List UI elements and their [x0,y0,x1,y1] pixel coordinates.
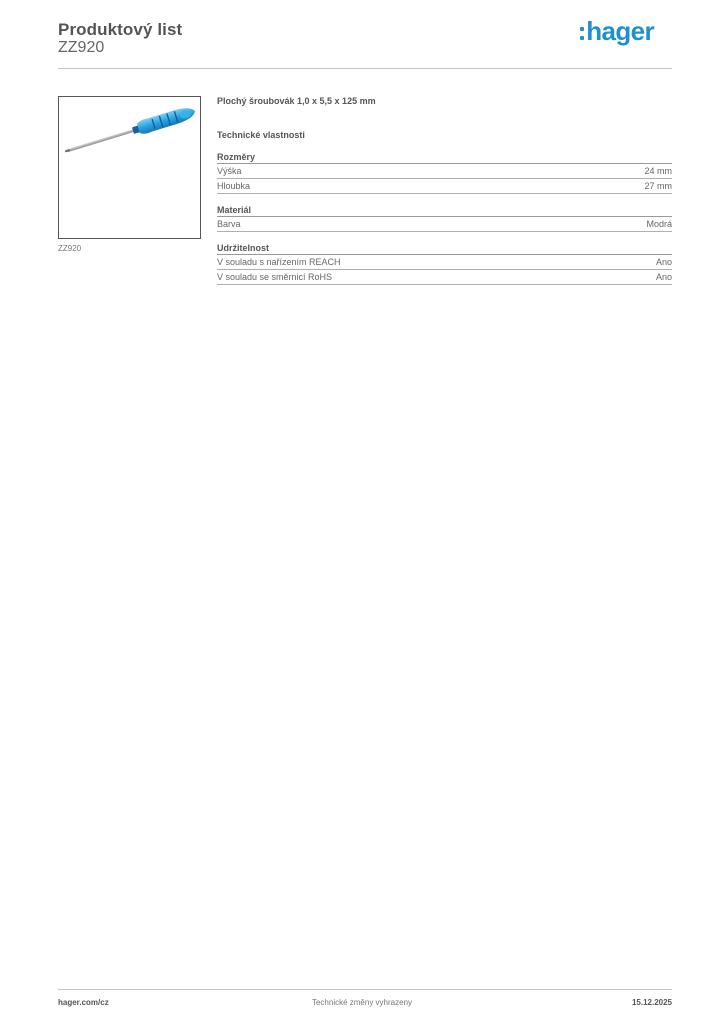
property-value: Modrá [646,219,672,229]
hager-logo [580,16,654,50]
section-title: Materiál [217,204,672,217]
product-code: ZZ920 [58,39,105,56]
footer-date: 15.12.2025 [631,998,672,1007]
footer-notice: Technické změny vyhrazeny [311,998,413,1007]
property-row [217,255,672,270]
product-details [217,95,672,285]
product-name: Plochý šroubovák 1,0 x 5,5 x 125 mm [217,96,376,106]
section-sustainability [217,242,672,285]
property-value: 24 mm [644,166,672,176]
logo-text: hager [586,16,654,46]
property-label: V souladu se směrnicí RoHS [217,272,333,282]
property-label: V souladu s nařízením REACH [217,257,341,267]
logo-dots-icon [580,27,584,40]
property-row [217,179,672,194]
property-label: Hloubka [217,181,251,191]
property-label: Barva [217,219,241,229]
image-caption: ZZ920 [58,244,82,253]
property-label: Výška [217,166,242,176]
product-image [58,96,201,239]
section-dimensions [217,151,672,194]
header-divider [58,68,672,69]
section-title: Udržitelnost [217,242,672,255]
section-material [217,204,672,232]
property-value: Ano [655,257,672,267]
property-value: 27 mm [644,181,672,191]
section-title: Rozměry [217,151,672,164]
document-title: Produktový list [58,20,183,39]
property-value: Ano [655,272,672,282]
technical-properties-title: Technické vlastnosti [217,130,305,140]
footer-divider [58,989,672,990]
property-row [217,270,672,285]
page-header [58,16,672,70]
property-row [217,164,672,179]
property-row [217,217,672,232]
screwdriver-image [59,97,200,238]
footer-website: hager.com/cz [58,998,109,1007]
